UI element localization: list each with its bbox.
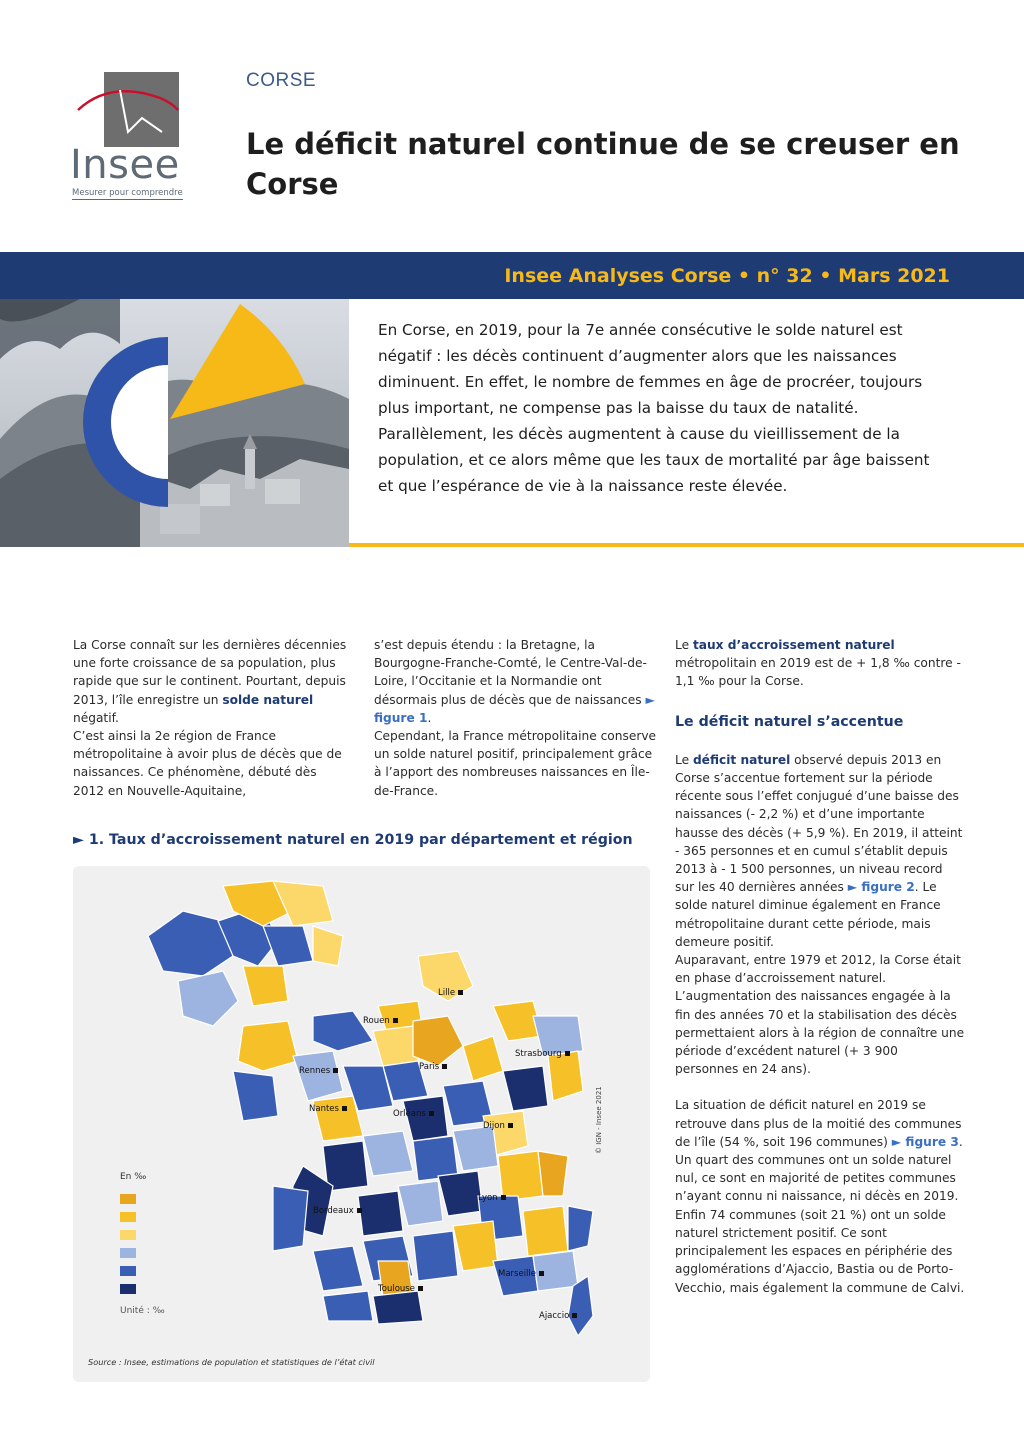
city-name: Nantes [309,1104,339,1114]
map-region [273,1186,308,1251]
col1-paragraph-2: C’est ainsi la 2e région de France métropolitaine à avoir plus de décès que de naissances. Ce phénomène, débuté dès 2012 en Nouvelle-Aquitaine, [73,729,342,798]
map-region [233,1071,278,1121]
city-name: Orléans [393,1109,426,1119]
map-region [358,1191,403,1236]
map-region [238,1021,298,1071]
column-1 [73,636,348,800]
page-title: Le déficit naturel continue de se creuser en Corse [246,127,960,201]
logo-word: Insee [70,142,180,188]
col3-paragraph-3: Auparavant, entre 1979 et 2012, la Corse était en phase d’accroissement naturel. L’augmentation des naissances engagée à la fin des années 70 et la stabilisation des décès permettaient alors à la région de connaître une période d’excédent naturel (+ 3 900 personnes en 24 ans). [675,953,965,1077]
col3-paragraph-4 [675,1096,965,1296]
map-region [293,1051,343,1101]
abstract-panel [349,299,1024,547]
city-marker [501,1195,506,1200]
col2-paragraph-2: Cependant, la France métropolitaine conserve un solde naturel positif, principalement grâce à l’apport des nombreuses naissances en Île-de-France. [374,729,657,798]
city-label-dijon [483,1121,513,1131]
map-region [413,1231,458,1281]
logo-tagline: Mesurer pour comprendre [72,188,183,198]
map-region [453,1126,498,1171]
legend-swatch [120,1284,136,1294]
city-marker [508,1123,513,1128]
text-span: . Un quart des communes ont un solde naturel nul, ce sont en majorité de petites communes n’ayant connu ni naissance, ni décès en 2019. Enfin 74 communes (soit 21 %) ont un solde naturel strictement positif. Ce sont principalement les espaces en périphérie des agglomérations d’Ajaccio, Bastia ou de Porto-Vecchio, mais également la commune de Calvi. [675,1134,965,1295]
text-span: . Le solde naturel diminue également en France métropolitaine durant cette période, mais demeure positif. [675,880,941,949]
legend-title: En ‰ [120,1172,147,1182]
map-legend [120,1172,165,1317]
keyword-deficit-naturel[interactable]: déficit naturel [692,752,791,767]
map-copyright: © IGN - Insee 2021 [595,1086,603,1154]
col2-paragraph-1 [374,636,659,727]
city-name: Dijon [483,1121,505,1131]
map-region [438,1171,483,1216]
map-region [523,1206,568,1256]
map-region [568,1206,593,1251]
map-region [313,1246,363,1291]
legend-swatch [120,1248,136,1258]
text-span: s’est depuis étendu : la Bretagne, la Bourgogne-Franche-Comté, le Centre-Val-de-Loire, l’Occitanie et la Normandie ont désormais plus de décès que de naissances [374,638,647,707]
map-region [263,926,313,966]
map-region [313,926,343,966]
legend-unit: Unité : ‰ [120,1306,165,1316]
city-label-bordeaux [313,1206,362,1216]
map-region [463,1036,503,1081]
city-marker [357,1208,362,1213]
region-label: CORSE [246,70,317,91]
legend-item [120,1244,165,1262]
map-region [178,971,238,1026]
text-span: négatif. [73,710,119,725]
map-region [503,1066,548,1111]
city-name: Marseille [498,1269,537,1279]
legend-swatch [120,1266,136,1276]
city-marker [539,1271,544,1276]
city-marker [342,1106,347,1111]
city-label-strasbourg [515,1049,570,1059]
col1-paragraph-1 [73,636,348,727]
city-name: Toulouse [378,1284,415,1294]
insee-logo [70,70,185,200]
city-marker [565,1051,570,1056]
figure-3-link[interactable]: ► figure 3 [891,1134,959,1149]
city-label-paris [419,1062,447,1072]
city-marker [418,1286,423,1291]
hero-image [0,299,349,547]
text-span: observé depuis 2013 en Corse s’accentue fortement sur la période récente sous l’effet conjugué d’une baisse des naissances (- 2,2 %) et d’une importante hausse des décès (+ 5,9 %). En 2019, il atteint - 365 personnes et en cumul s’établit depuis 2013 à - 1 500 personnes, un niveau record sur les 40 dernières années [675,752,963,895]
column-3 [675,636,965,1297]
city-marker [393,1018,398,1023]
city-marker [333,1068,338,1073]
abstract-text: En Corse, en 2019, pour la 7e année consécutive le solde naturel est négatif : les décès continuent d’augmenter alors que les naissances diminuent. En effet, le nombre de femmes en âge de procréer, toujours plus important, ne compense pas la baisse du taux de natalité. Parallèlement, les décès augmentent à cause du vieillissement de la population, et ce alors même que les taux de mortalité par âge baissent et que l’espérance de vie à la naissance reste élevée. [378,321,930,495]
landscape-illustration [0,299,349,547]
city-name: Lille [438,988,456,998]
city-label-orleans [393,1109,434,1119]
legend-item [120,1280,165,1298]
figure-1-link[interactable]: ► figure 1 [374,692,655,725]
text-span: métropolitain en 2019 est de + 1,8 ‰ contre - 1,1 ‰ pour la Corse. [675,656,961,689]
city-marker [442,1064,447,1069]
col3-paragraph-2 [675,751,965,951]
city-label-rouen [363,1016,398,1026]
legend-swatch [120,1230,136,1240]
section-heading: Le déficit naturel s’accentue [675,713,904,730]
figure-title: ► 1. Taux d’accroissement naturel en 2019 par département et région [73,832,633,848]
legend-swatch [120,1212,136,1222]
col3-paragraph-1 [675,636,965,691]
city-label-lyon [478,1193,506,1203]
city-label-toulouse [378,1284,423,1294]
legend-item [120,1208,165,1226]
city-name: Strasbourg [515,1049,562,1059]
city-name: Bordeaux [313,1206,354,1216]
map-region [243,966,288,1006]
map-region [398,1181,443,1226]
keyword-solde-naturel[interactable]: solde naturel [222,692,314,707]
text-span: Le [675,752,693,767]
city-name: Rouen [363,1016,390,1026]
legend-item [120,1262,165,1280]
legend-item [120,1226,165,1244]
figure-source: Source : Insee, estimations de population et statistiques de l’état civil [88,1357,375,1367]
keyword-taux-accroissement[interactable]: taux d’accroissement naturel [692,638,895,652]
city-name: Ajaccio [539,1311,570,1321]
text-span: La Corse connaît sur les dernières décennies une forte croissance de sa population, plus rapide que sur le continent. Pourtant, depuis 2013, l’île enregistre un [73,638,347,707]
text-span: . [427,710,432,725]
map-region [363,1131,413,1176]
publication-banner [0,252,1024,299]
city-label-ajaccio [539,1311,577,1321]
city-marker [572,1313,577,1318]
legend-item [120,1190,165,1208]
city-label-lille [438,988,463,998]
city-marker [458,990,463,995]
map-region [373,1291,423,1324]
city-name: Paris [419,1062,440,1072]
map-region [413,1016,463,1066]
publication-info: Insee Analyses Corse • n° 32 • Mars 2021 [504,265,950,287]
figure-2-link[interactable]: ► figure 2 [847,880,915,895]
city-name: Rennes [299,1066,331,1076]
map-region [323,1291,373,1321]
map-region [373,1026,418,1066]
legend-swatch [120,1194,136,1204]
city-label-marseille [498,1269,544,1279]
city-name: Lyon [478,1193,498,1203]
city-marker [429,1111,434,1116]
map-region [453,1221,498,1271]
map-figure [73,866,650,1382]
text-span: La situation de déficit naturel en 2019 se retrouve dans plus de la moitié des communes de l’île (54 %, soit 196 communes) [675,1098,962,1149]
city-label-nantes [309,1104,347,1114]
column-2 [374,636,659,800]
city-label-rennes [299,1066,338,1076]
map-region [538,1151,568,1196]
text-span: Le [675,638,693,652]
